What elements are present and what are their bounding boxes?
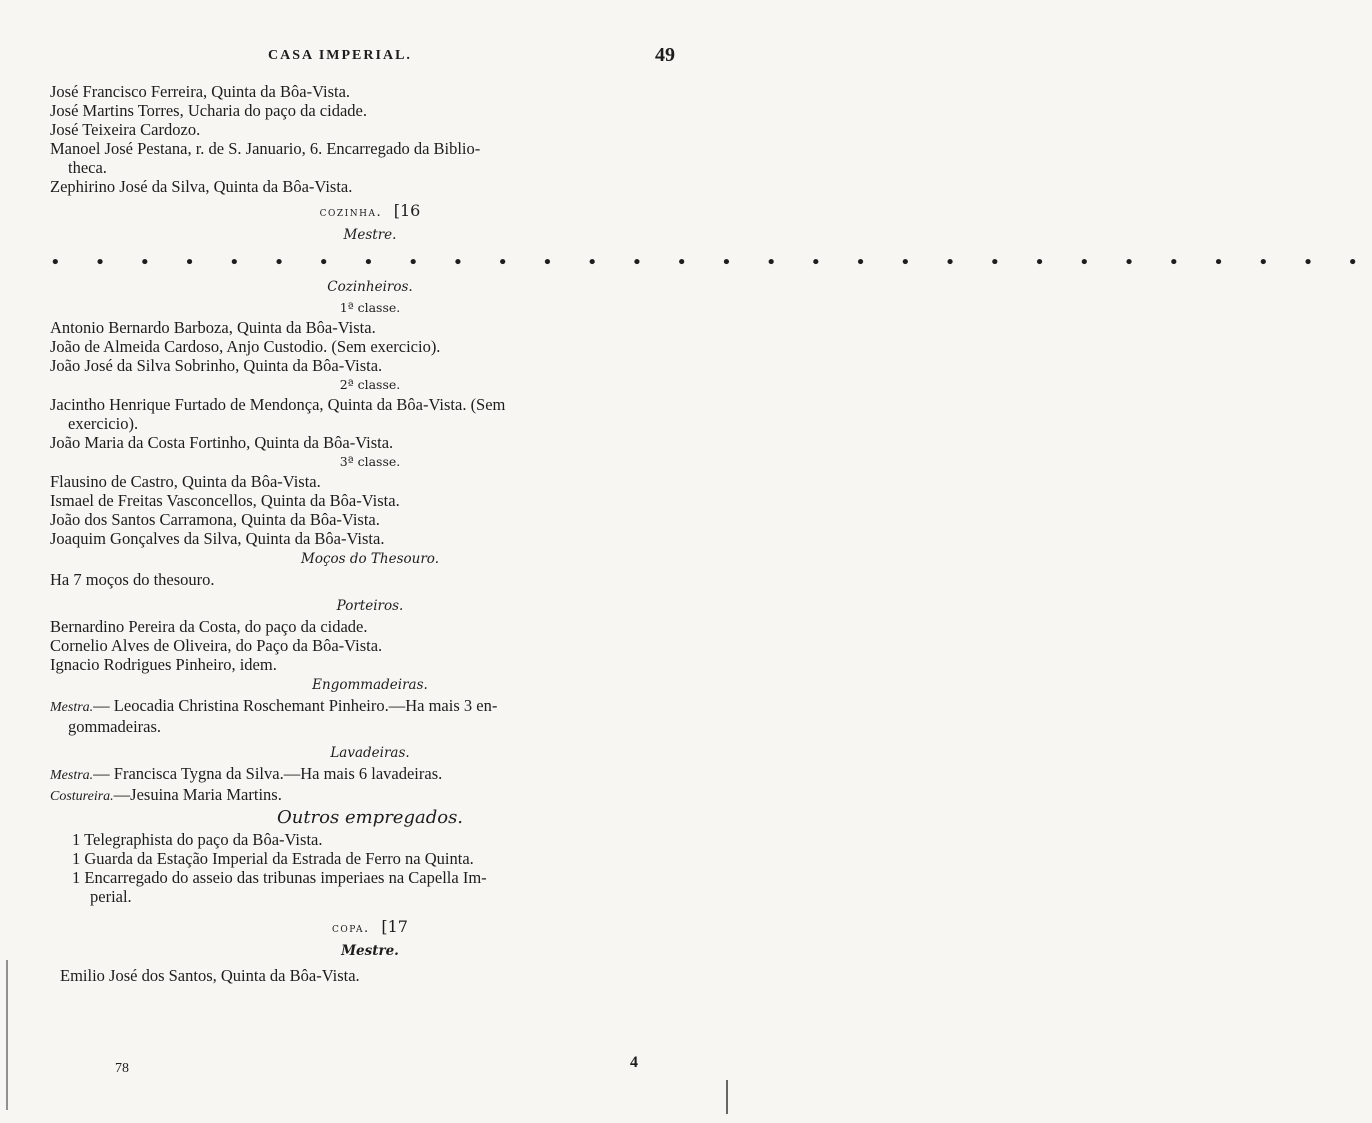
outros-heading: Outros empregados. bbox=[276, 807, 464, 828]
page-header bbox=[0, 44, 736, 70]
entry-line-continuation: theca. bbox=[68, 158, 107, 177]
entry-line: José Teixeira Cardozo. bbox=[50, 120, 201, 139]
section-title: copa. bbox=[332, 921, 370, 936]
numbered-entry: 1 Guarda da Estação Imperial da Estrada de Ferro na Quinta. bbox=[72, 849, 474, 868]
role-label: Costureira. bbox=[50, 789, 114, 804]
entry-line-continuation: gommadeiras. bbox=[68, 717, 162, 736]
class-label-1: 1ª classe. bbox=[339, 300, 401, 315]
entry-line: Ignacio Rodrigues Pinheiro, idem. bbox=[50, 655, 277, 674]
entry-line-continuation: exercicio). bbox=[68, 414, 139, 433]
role-label: Mestra. bbox=[50, 768, 94, 783]
numbered-entry: 1 Telegraphista do paço da Bôa-Vista. bbox=[72, 830, 323, 849]
mocos-heading: Moços do Thesouro. bbox=[301, 551, 439, 567]
entry-text: —Jesuina Maria Martins. bbox=[113, 785, 282, 804]
entry-line: Joaquim Gonçalves da Silva, Quinta da Bôa-Vista. bbox=[50, 529, 385, 548]
entry-text: — Leocadia Christina Roschemant Pinheiro.—Ha mais 3 en- bbox=[93, 696, 498, 715]
entry-line: Bernardino Pereira da Costa, do paço da cidade. bbox=[50, 617, 368, 636]
margin-rule bbox=[6, 960, 8, 1110]
entry-line-continuation: perial. bbox=[90, 887, 132, 906]
entry-line: Manoel José Pestana, r. de S. Januario, 6. Encarregado da Biblio- bbox=[50, 139, 481, 158]
section-bracket: [17 bbox=[381, 917, 408, 936]
lavadeiras-heading: Lavadeiras. bbox=[330, 745, 410, 761]
signature-number: 78 bbox=[115, 1061, 129, 1076]
entry-line: Ismael de Freitas Vasconcellos, Quinta da Bôa-Vista. bbox=[50, 491, 400, 510]
entry-line: Ha 7 moços do thesouro. bbox=[50, 570, 215, 589]
entry-line: João Maria da Costa Fortinho, Quinta da Bôa-Vista. bbox=[50, 433, 394, 452]
section-heading-cozinha bbox=[50, 200, 690, 224]
margin-rule bbox=[726, 1080, 728, 1114]
entry-line: João José da Silva Sobrinho, Quinta da Bôa-Vista. bbox=[50, 356, 383, 375]
entry-line: José Martins Torres, Ucharia do paço da cidade. bbox=[50, 101, 367, 120]
section-bracket: [16 bbox=[393, 201, 421, 220]
entry-line bbox=[50, 785, 690, 806]
class-label-2: 2ª classe. bbox=[339, 377, 401, 392]
engommadeiras-heading: Engommadeiras. bbox=[312, 677, 428, 693]
cozinheiros-heading: Cozinheiros. bbox=[327, 279, 413, 295]
entry-line: Antonio Bernardo Barboza, Quinta da Bôa-Vista. bbox=[50, 318, 376, 337]
class-label-3: 3ª classe. bbox=[339, 454, 401, 469]
porteiros-heading: Porteiros. bbox=[336, 598, 404, 614]
signature-mark: 4 bbox=[630, 1054, 638, 1071]
entry-line bbox=[50, 696, 690, 717]
entry-line: Flausino de Castro, Quinta da Bôa-Vista. bbox=[50, 472, 321, 491]
page-body bbox=[50, 82, 1372, 985]
entry-text: — Francisca Tygna da Silva.—Ha mais 6 lavadeiras. bbox=[93, 764, 443, 783]
section-title: cozinha. bbox=[319, 205, 383, 220]
running-head: CASA IMPERIAL. bbox=[268, 48, 412, 63]
numbered-entry: 1 Encarregado do asseio das tribunas imperiaes na Capella Im- bbox=[72, 868, 487, 887]
mestre-heading: Mestre. bbox=[341, 943, 399, 959]
section-heading-copa bbox=[50, 916, 690, 940]
role-label: Mestra. bbox=[50, 700, 94, 715]
page-number: 49 bbox=[655, 44, 675, 66]
entry-line: João de Almeida Cardoso, Anjo Custodio. (Sem exercicio). bbox=[50, 337, 441, 356]
entry-line: José Francisco Ferreira, Quinta da Bôa-Vista. bbox=[50, 82, 351, 101]
entry-line: Cornelio Alves de Oliveira, do Paço da Bôa-Vista. bbox=[50, 636, 383, 655]
entry-line: Emilio José dos Santos, Quinta da Bôa-Vista. bbox=[60, 966, 360, 985]
entry-line: João dos Santos Carramona, Quinta da Bôa-Vista. bbox=[50, 510, 380, 529]
entry-line: Jacintho Henrique Furtado de Mendonça, Quinta da Bôa-Vista. (Sem bbox=[50, 395, 506, 414]
dotted-leader: • • • • • • • • • • • • • • • • • • • • • • • • • • • • • • bbox=[50, 252, 1372, 273]
entry-line: Zephirino José da Silva, Quinta da Bôa-Vista. bbox=[50, 177, 353, 196]
mestre-heading: Mestre. bbox=[343, 227, 397, 243]
entry-line bbox=[50, 764, 690, 785]
